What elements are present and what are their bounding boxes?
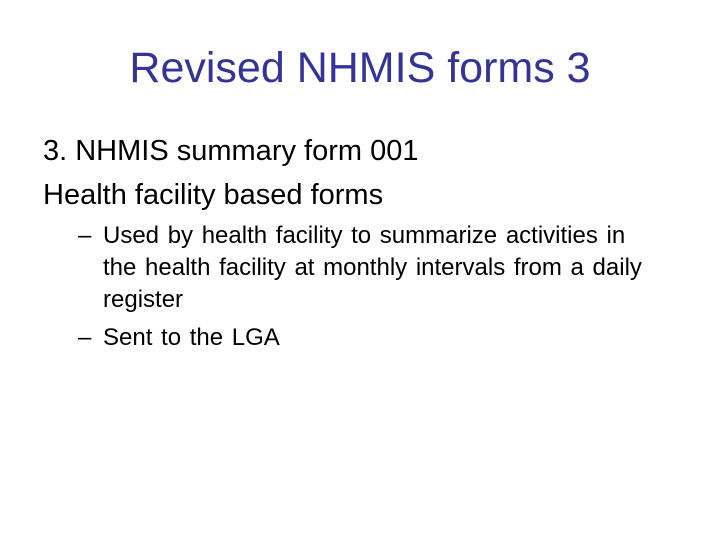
dash-marker: – [78, 222, 92, 249]
dash-marker: – [78, 324, 92, 351]
slide-body [43, 132, 683, 360]
sub-bullet-destination [43, 322, 683, 354]
sub-bullet-usage [43, 220, 683, 316]
bullet-facility-forms: Health facility based forms [43, 179, 384, 211]
sub-bullet-destination-text: Sent to the LGA [103, 324, 280, 351]
slide-title: Revised NHMIS forms 3 [129, 44, 591, 92]
sub-bullet-usage-text: Used by health facility to summarize activities in the health facility at monthly intervals from a daily register [103, 222, 642, 313]
bullet-form-name: 3. NHMIS summary form 001 [43, 135, 419, 167]
